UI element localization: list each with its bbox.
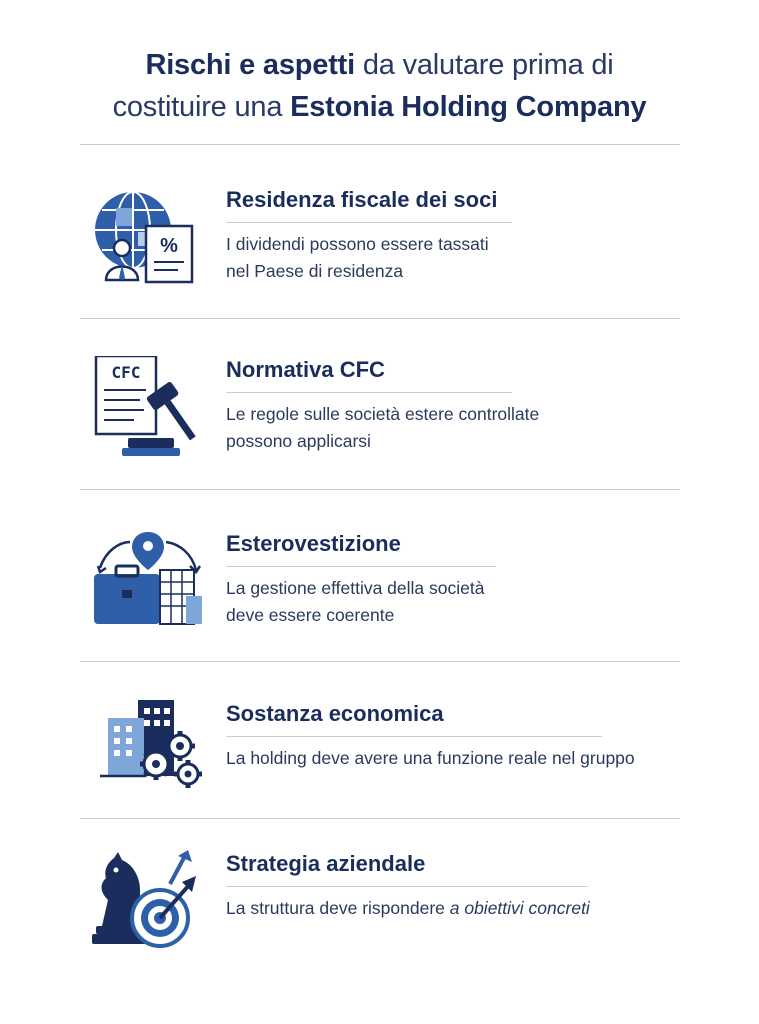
chess-knight-target-icon: [88, 850, 208, 960]
item-text: [226, 356, 539, 455]
briefcase-location-building-icon: [88, 530, 208, 640]
item-text: [226, 850, 590, 922]
svg-text:CFC: CFC: [111, 363, 141, 382]
divider: [80, 144, 680, 145]
item-rule: [226, 886, 588, 887]
globe-person-tax-document-icon: [88, 186, 208, 296]
item-desc-line: La gestione effettiva della società: [226, 578, 485, 598]
item-desc-plain: La struttura deve rispondere: [226, 898, 450, 918]
risk-item-strategia: [80, 850, 680, 960]
title-line-1: [0, 44, 759, 86]
item-desc-line: I dividendi possono essere tassati: [226, 234, 489, 254]
title-bold-2: Estonia Holding Company: [290, 91, 647, 123]
item-heading: Sostanza economica: [226, 701, 444, 726]
item-desc-italic: a obiettivi concreti: [449, 898, 590, 918]
item-desc-line: Le regole sulle società estere controllate: [226, 404, 540, 424]
page-title: [0, 44, 759, 128]
title-regular-1: da valutare prima di: [355, 49, 614, 81]
item-heading: Normativa CFC: [226, 357, 385, 382]
item-heading: Residenza fiscale dei soci: [226, 187, 498, 212]
item-rule: [226, 222, 512, 223]
item-heading: Esterovestizione: [226, 531, 401, 556]
title-line-2: [0, 86, 759, 128]
svg-text:%: %: [160, 235, 178, 257]
title-bold-1: Rischi e aspetti: [145, 49, 355, 81]
item-text: [226, 700, 635, 772]
risk-item-residenza: [80, 186, 680, 296]
divider: [80, 489, 680, 490]
item-desc-line: deve essere coerente: [226, 605, 395, 625]
risk-item-esterovestizione: [80, 530, 680, 640]
item-rule: [226, 736, 602, 737]
item-desc-line: [226, 895, 590, 922]
risk-item-sostanza: [80, 700, 680, 810]
divider: [80, 318, 680, 319]
item-heading: Strategia aziendale: [226, 851, 426, 876]
buildings-gears-icon: [88, 700, 208, 810]
item-rule: [226, 566, 496, 567]
cfc-document-gavel-icon: [88, 356, 208, 466]
item-desc-line: nel Paese di residenza: [226, 261, 404, 281]
divider: [80, 818, 680, 819]
item-desc-line: possono applicarsi: [226, 431, 371, 451]
risk-item-cfc: [80, 356, 680, 466]
item-desc-line: La holding deve avere una funzione reale nel gruppo: [226, 748, 635, 768]
item-rule: [226, 392, 512, 393]
divider: [80, 661, 680, 662]
item-text: [226, 186, 512, 285]
item-text: [226, 530, 496, 629]
title-regular-2: costituire una: [112, 91, 291, 123]
